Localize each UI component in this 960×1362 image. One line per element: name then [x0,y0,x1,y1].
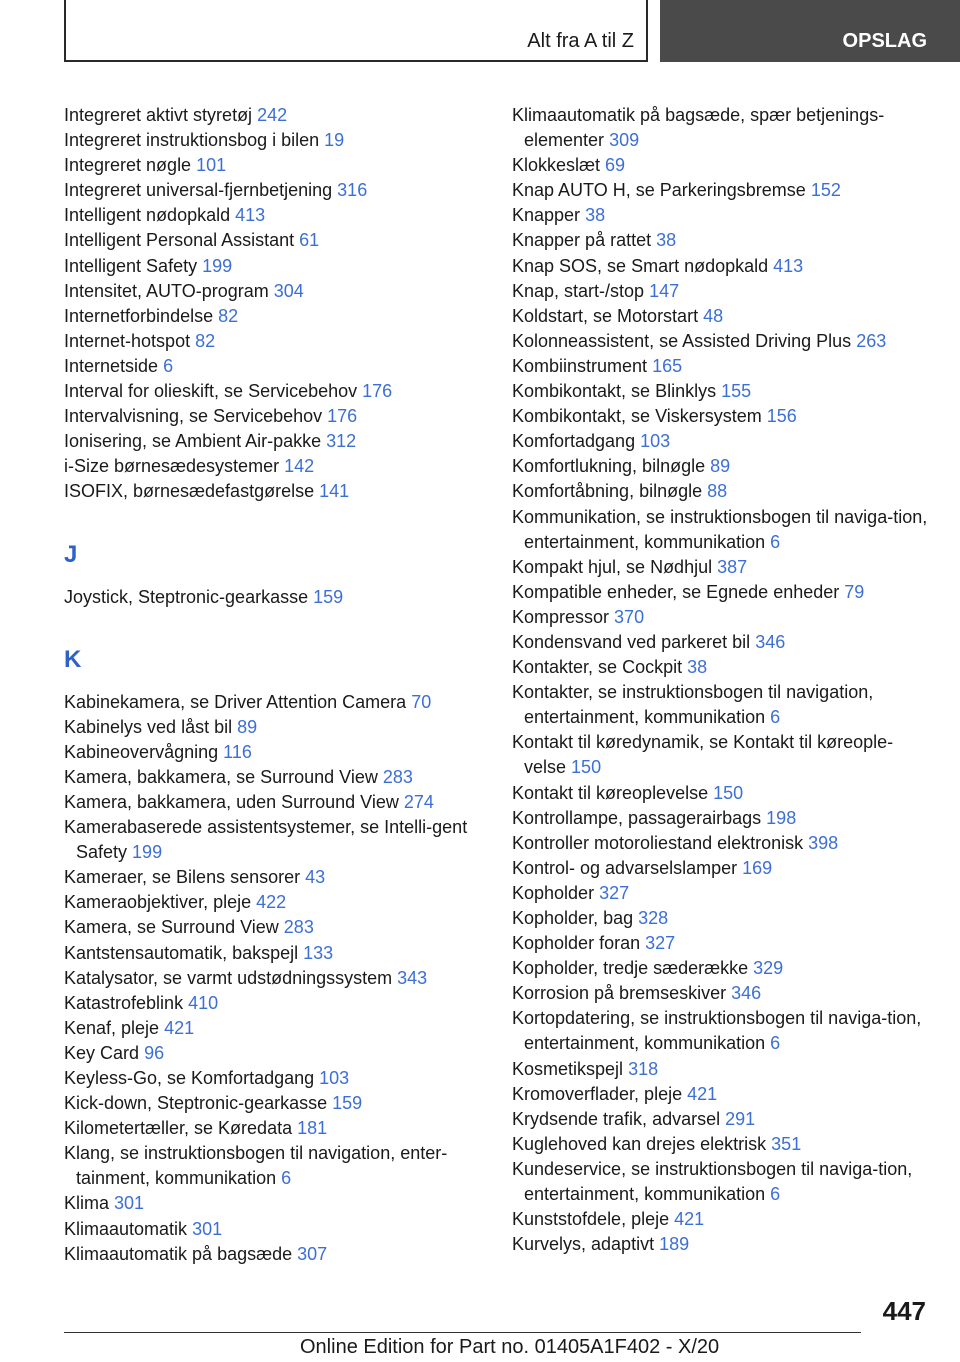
index-entry-page-link[interactable]: 101 [196,155,227,176]
index-entry [512,505,932,555]
index-entry [512,1057,932,1082]
index-entry-term: Kabineovervågning [64,741,219,762]
index-entry [64,966,484,991]
index-letter-heading: J [64,540,78,568]
index-entry-page-link[interactable]: 96 [144,1042,165,1063]
index-entry-page-link[interactable]: 142 [284,456,315,477]
index-entry [64,103,484,128]
index-entry-term: Kosmetikspejl [512,1058,624,1079]
index-entry [512,103,932,153]
index-entry-term: Internet-hotspot [64,330,191,351]
index-entry [512,354,932,379]
index-entry [64,1066,484,1091]
index-entry-page-link[interactable]: 301 [192,1218,223,1239]
index-entry-term: ISOFIX, børnesædefastgørelse [64,481,315,502]
index-entry-term: Interval for olieskift, se Servicebehov [64,381,358,402]
index-entry-page-link[interactable]: 6 [770,531,781,552]
index-entry-term: Kolonneassistent, se Assisted Driving Plus [512,330,852,351]
index-entry-page-link[interactable]: 387 [717,556,748,577]
index-entry-page-link[interactable]: 312 [326,431,357,452]
index-entry-page-link[interactable]: 159 [313,586,344,607]
index-entry-page-link[interactable]: 291 [725,1108,756,1129]
index-entry-page-link[interactable]: 189 [659,1234,690,1255]
index-letter-heading: K [64,645,82,673]
index-entry-page-link[interactable]: 413 [235,205,266,226]
index-entry-term: Kontroller motoroliestand elektronisk [512,832,804,853]
index-entry-term: Intelligent nødopkald [64,205,231,226]
index-entry-term: Kamera, se Surround View [64,917,279,938]
index-entry-term: Kick-down, Steptronic-gearkasse [64,1093,328,1114]
index-entry-term: Koldstart, se Motorstart [512,305,699,326]
index-entry-page-link[interactable]: 307 [297,1243,328,1264]
index-entry-term: Kontakt til køreoplevelse [512,782,709,803]
index-entry-page-link[interactable]: 327 [599,882,630,903]
index-entry-page-link[interactable]: 89 [237,716,258,737]
index-entry-term: Kopholder foran [512,933,641,954]
index-entry-term: Internetforbindelse [64,305,214,326]
index-entry [64,479,484,504]
index-entry-page-link[interactable]: 176 [327,406,358,427]
index-entry-term: Kabinelys ved låst bil [64,716,233,737]
index-entry [512,479,932,504]
index-entry-page-link[interactable]: 370 [614,606,645,627]
index-entry [64,1242,484,1267]
index-entry-term: Kamera, bakkamera, se Surround View [64,766,378,787]
index-entry-page-link[interactable]: 421 [164,1017,195,1038]
index-entry-term: Kabinekamera, se Driver Attention Camera [64,691,407,712]
index-entry-term: Klang, se instruktionsbogen til navigation, enter‐tainment, kommunikation [64,1143,448,1189]
index-entry-page-link[interactable]: 274 [403,791,434,812]
index-column-left [64,103,484,1267]
index-entry-page-link[interactable]: 150 [713,782,744,803]
index-entry [64,1041,484,1066]
index-entry-term: Knap, start-/stop [512,280,645,301]
index-entry-page-link[interactable]: 89 [710,456,731,477]
index-entry-term: Katalysator, se varmt udstødningssystem [64,967,393,988]
index-entry [512,580,932,605]
footer-edition-text: Online Edition for Part no. 01405A1F402 - X/20 [300,1336,720,1358]
index-entry-page-link[interactable]: 88 [707,481,728,502]
index-entry-term: Kommunikation, se instruktionsbogen til naviga‐tion, entertainment, kommunikation [512,506,928,552]
index-entry-term: Knap AUTO H, se Parkeringsbremse [512,180,806,201]
index-entry-page-link[interactable]: 6 [163,355,174,376]
index-entry-term: Kromoverflader, pleje [512,1083,683,1104]
index-entry-page-link[interactable]: 82 [218,305,239,326]
index-entry [64,915,484,940]
index-entry-page-link[interactable]: 327 [645,933,676,954]
index-entry-page-link[interactable]: 413 [773,255,804,276]
index-entry [64,815,484,865]
index-entry-page-link[interactable]: 328 [638,908,669,928]
index-entry-term: Kombiinstrument [512,355,648,376]
index-entry-term: Korrosion på bremseskiver [512,983,727,1004]
index-entry [512,304,932,329]
index-entry-page-link[interactable]: 169 [742,857,773,878]
index-entry [512,203,932,228]
index-entry-page-link[interactable]: 343 [397,967,428,988]
index-entry-term: Intelligent Safety [64,255,198,276]
index-entry-page-link[interactable]: 181 [297,1118,328,1139]
index-entry [64,404,484,429]
index-entry-page-link[interactable]: 155 [721,381,752,402]
index-entry-page-link[interactable]: 398 [808,832,839,853]
index-entry [64,1091,484,1116]
section-title: Alt fra A til Z [527,30,634,52]
index-entry-term: Klimaautomatik på bagsæde, spær betjenings‐elementer [512,105,885,151]
index-entry-term: Intensitet, AUTO-program [64,280,269,301]
header-frame [64,0,648,62]
index-entry-term: Kopholder, bag [512,908,634,928]
index-entry-page-link[interactable]: 318 [628,1058,659,1079]
index-entry-term: Kamera, bakkamera, uden Surround View [64,791,399,812]
index-entry-term: Kamerabaserede assistentsystemer, se Intelli‐gent Safety [64,817,468,863]
index-entry [64,228,484,253]
index-entry-term: Kopholder [512,882,595,903]
index-entry-term: Keyless-Go, se Komfortadgang [64,1068,315,1088]
index-entry-page-link[interactable]: 301 [114,1193,145,1214]
index-entry-term: Kurvelys, adaptivt [512,1234,655,1255]
index-entry [512,555,932,580]
index-entry-page-link[interactable]: 70 [411,691,432,712]
index-entry [64,690,484,715]
index-entry-page-link[interactable]: 150 [571,757,602,778]
index-entry-page-link[interactable]: 198 [766,807,797,828]
index-entry-term: Kontrollampe, passagerairbags [512,807,762,828]
index-entry-page-link[interactable]: 199 [202,255,233,276]
index-entry-page-link[interactable]: 329 [753,958,784,979]
index-entry-term: Kompatible enheder, se Egnede enheder [512,581,840,602]
index-entry [64,128,484,153]
index-entry [64,865,484,890]
index-entry [512,454,932,479]
index-entry-page-link[interactable]: 19 [324,130,345,151]
index-entry [64,153,484,178]
index-entry [64,1116,484,1141]
index-entry [512,279,932,304]
index-entry-term: Intelligent Personal Assistant [64,230,295,251]
index-entry [64,1217,484,1242]
index-entry-page-link[interactable]: 283 [283,917,314,938]
index-entry [512,329,932,354]
index-entry [512,404,932,429]
index-column-right [512,103,932,1257]
index-entry-term: Integreret instruktionsbog i bilen [64,130,320,151]
index-entry [512,806,932,831]
index-entry-term: Kompakt hjul, se Nødhjul [512,556,713,577]
index-entry [512,1232,932,1257]
index-entry [64,178,484,203]
index-entry-term: Klokkeslæt [512,155,601,176]
index-entry-term: i-Size børnesædesystemer [64,456,280,477]
index-entry [512,730,932,780]
index-entry-page-link[interactable]: 133 [303,942,334,963]
index-entry [512,1082,932,1107]
index-entry-page-link[interactable]: 176 [362,381,393,402]
index-entry-page-link[interactable]: 156 [766,406,797,427]
index-entry [512,981,932,1006]
index-entry-term: Key Card [64,1042,140,1063]
index-entry-page-link[interactable]: 116 [223,741,252,762]
index-entry-term: Intervalvisning, se Servicebehov [64,406,323,427]
index-entry-page-link[interactable]: 422 [256,892,287,913]
index-entry [512,1107,932,1132]
index-entry-page-link[interactable]: 304 [273,280,304,301]
index-entry-page-link[interactable]: 38 [687,657,708,678]
index-entry-page-link[interactable]: 421 [674,1209,705,1230]
index-entry-page-link[interactable]: 48 [703,305,724,326]
index-entry-page-link[interactable]: 141 [319,481,350,502]
index-entry-term: Kontakt til køredynamik, se Kontakt til køreople‐velse [512,732,894,778]
index-entry [512,228,932,253]
index-entry-term: Kompressor [512,606,610,627]
index-entry [64,740,484,765]
index-entry [512,856,932,881]
index-entry-term: Kundeservice, se instruktionsbogen til naviga‐tion, entertainment, kommunikation [512,1158,913,1205]
index-entry-page-link[interactable]: 82 [195,330,216,351]
index-entry [512,254,932,279]
index-entry [64,304,484,329]
index-entry-page-link[interactable]: 263 [856,330,887,351]
index-entry-term: Joystick, Steptronic-gearkasse [64,586,309,607]
index-entry [512,153,932,178]
index-entry-page-link[interactable]: 410 [188,992,219,1013]
index-entry-term: Kantstensautomatik, bakspejl [64,942,299,963]
index-entry-term: Krydsende trafik, advarsel [512,1108,721,1129]
index-entry [512,931,932,956]
index-entry-term: Kombikontakt, se Blinklys [512,381,717,402]
index-entry [512,655,932,680]
index-entry-page-link[interactable]: 346 [731,983,762,1004]
index-entry [512,956,932,981]
index-entry [512,379,932,404]
index-entry [512,429,932,454]
index-entry-page-link[interactable]: 6 [281,1168,292,1189]
index-entry-page-link[interactable]: 159 [332,1093,363,1114]
index-entry [512,831,932,856]
index-entry-term: Kontakter, se instruktionsbogen til navigation, entertainment, kommunikation [512,682,874,728]
index-entry-page-link[interactable]: 38 [585,205,606,226]
index-entry-term: Knapper [512,205,581,226]
index-entry-term: Kameraobjektiver, pleje [64,892,252,913]
index-entry [64,585,484,610]
index-entry [512,781,932,806]
index-entry [512,906,932,931]
index-entry-term: Kortopdatering, se instruktionsbogen til naviga‐tion, entertainment, kommunikation [512,1008,922,1054]
index-entry-term: Katastrofeblink [64,992,184,1013]
index-entry-term: Integreret nøgle [64,155,192,176]
index-entry-page-link[interactable]: 38 [656,230,677,251]
index-entry-page-link[interactable]: 199 [132,842,163,863]
index-entry [64,379,484,404]
index-entry [512,605,932,630]
index-entry-term: Komfortadgang [512,431,636,452]
section-tab-label: OPSLAG [842,30,927,52]
index-entry [64,1191,484,1216]
index-entry-term: Komfortlukning, bilnøgle [512,456,706,477]
index-entry-term: Integreret universal-fjernbetjening [64,180,333,201]
index-entry [512,178,932,203]
index-entry-term: Internetside [64,355,159,376]
index-entry-page-link[interactable]: 242 [257,105,288,125]
index-entry [512,680,932,730]
index-entry [512,881,932,906]
index-entry [64,279,484,304]
footer-divider [64,1332,861,1333]
index-entry-term: Kenaf, pleje [64,1017,160,1038]
index-entry-page-link[interactable]: 351 [771,1133,802,1154]
index-entry [64,329,484,354]
index-entry-page-link[interactable]: 103 [640,431,671,452]
index-entry-page-link[interactable]: 79 [844,581,865,602]
index-entry-page-link[interactable]: 6 [770,707,781,728]
index-entry [64,890,484,915]
index-entry-page-link[interactable]: 147 [649,280,680,301]
index-entry [64,790,484,815]
index-entry-term: Integreret aktivt styretøj [64,105,253,125]
index-entry-page-link[interactable]: 283 [382,766,413,787]
index-entry-term: Kilometertæller, se Køredata [64,1118,293,1139]
page-number: 447 [882,1296,926,1326]
index-entry-page-link[interactable]: 43 [305,867,326,888]
index-entry [512,1006,932,1056]
index-entry [64,429,484,454]
index-entry-page-link[interactable]: 421 [687,1083,718,1104]
index-entry [512,1207,932,1232]
index-entry-term: Kontrol- og advarselslamper [512,857,738,878]
index-entry [64,1141,484,1191]
index-entry [64,765,484,790]
index-entry-page-link[interactable]: 69 [605,155,626,176]
index-entry-page-link[interactable]: 346 [755,631,786,652]
index-entry-page-link[interactable]: 309 [609,130,640,151]
index-entry [64,454,484,479]
index-entry [512,1132,932,1157]
section-tab [660,0,960,62]
index-entry-term: Klima [64,1193,110,1214]
index-entry [64,715,484,740]
index-entry [64,1016,484,1041]
index-entry-term: Kameraer, se Bilens sensorer [64,867,301,888]
index-entry-term: Kontakter, se Cockpit [512,657,683,678]
index-entry [64,203,484,228]
index-entry-term: Knap SOS, se Smart nødopkald [512,255,769,276]
index-entry-page-link[interactable]: 103 [319,1068,350,1088]
index-entry-term: Kunststofdele, pleje [512,1209,670,1230]
index-entry-page-link[interactable]: 316 [337,180,368,201]
index-entry [512,630,932,655]
index-entry-page-link[interactable]: 6 [770,1033,781,1054]
index-entry-page-link[interactable]: 152 [810,180,841,201]
index-entry [512,1157,932,1207]
index-entry-page-link[interactable]: 61 [299,230,320,251]
index-entry [64,354,484,379]
index-entry-term: Ionisering, se Ambient Air-pakke [64,431,322,452]
index-entry-term: Knapper på rattet [512,230,652,251]
index-entry [64,991,484,1016]
index-entry-term: Kombikontakt, se Viskersystem [512,406,762,427]
index-entry-term: Kondensvand ved parkeret bil [512,631,751,652]
index-entry [64,941,484,966]
index-entry-term: Klimaautomatik [64,1218,188,1239]
index-entry [64,254,484,279]
index-entry-term: Komfortåbning, bilnøgle [512,481,703,502]
index-entry-term: Klimaautomatik på bagsæde [64,1243,293,1264]
index-entry-term: Kuglehoved kan drejes elektrisk [512,1133,767,1154]
index-entry-term: Kopholder, tredje sæderække [512,958,749,979]
index-entry-page-link[interactable]: 6 [770,1184,781,1205]
index-entry-page-link[interactable]: 165 [652,355,683,376]
